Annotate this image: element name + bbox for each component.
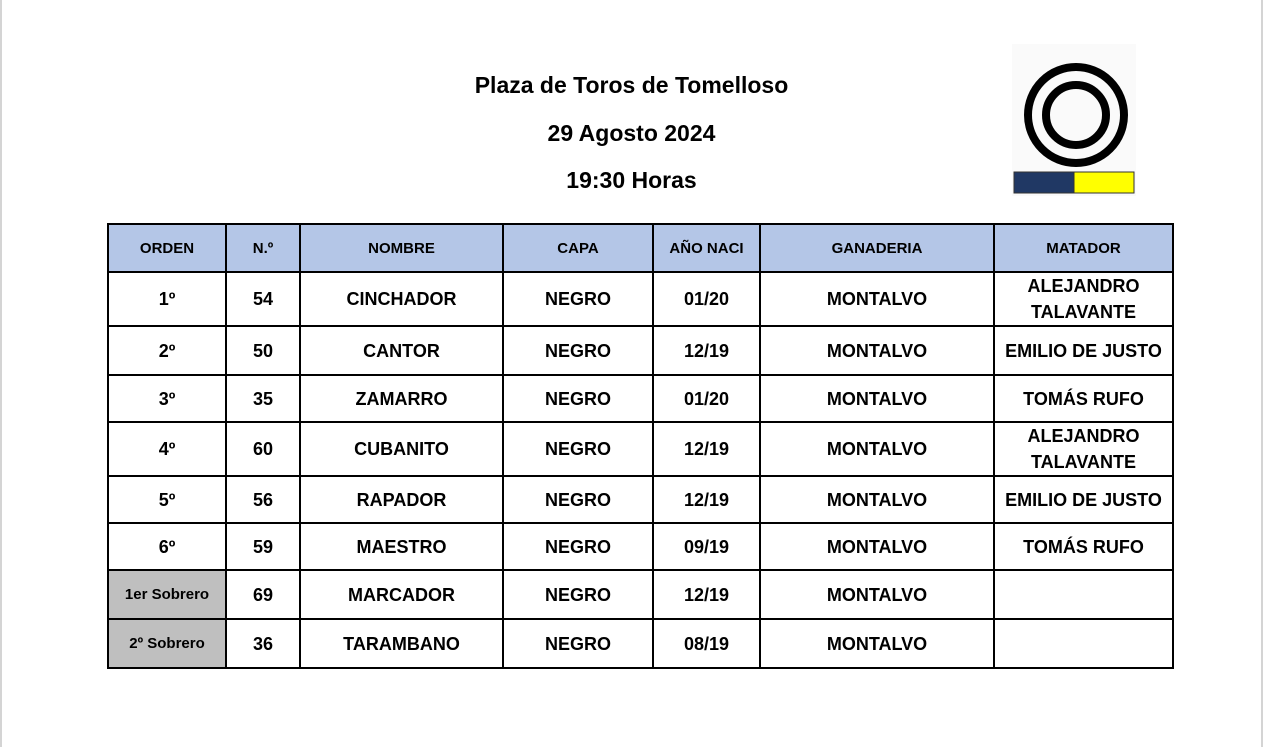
- cell-ganaderia: MONTALVO: [760, 272, 994, 326]
- col-header-ganaderia: GANADERIA: [760, 224, 994, 272]
- cell-nacimiento: 12/19: [653, 570, 760, 619]
- venue-title: Plaza de Toros de Tomelloso: [474, 72, 789, 98]
- col-header-orden: ORDEN: [108, 224, 226, 272]
- cell-nombre: ZAMARRO: [300, 375, 503, 422]
- cell-nacimiento: 09/19: [653, 523, 760, 570]
- cell-numero: 59: [226, 523, 300, 570]
- cell-numero: 36: [226, 619, 300, 668]
- cell-ganaderia: MONTALVO: [760, 570, 994, 619]
- cell-capa: NEGRO: [503, 523, 653, 570]
- table-header-row: [108, 224, 1173, 272]
- cell-ganaderia: MONTALVO: [760, 619, 994, 668]
- table-row: [108, 523, 1173, 570]
- cell-nacimiento: 12/19: [653, 476, 760, 523]
- cell-capa: NEGRO: [503, 619, 653, 668]
- cell-nacimiento: 08/19: [653, 619, 760, 668]
- cell-matador: ALEJANDRO TALAVANTE: [994, 272, 1173, 326]
- cell-ganaderia: MONTALVO: [760, 476, 994, 523]
- cell-matador: ALEJANDRO TALAVANTE: [994, 422, 1173, 476]
- cell-numero: 69: [226, 570, 300, 619]
- cell-matador: [994, 570, 1173, 619]
- cell-numero: 35: [226, 375, 300, 422]
- table-row: [108, 375, 1173, 422]
- cell-capa: NEGRO: [503, 375, 653, 422]
- cell-matador: EMILIO DE JUSTO: [994, 476, 1173, 523]
- event-date: 29 Agosto 2024: [547, 120, 716, 146]
- cell-ganaderia: MONTALVO: [760, 422, 994, 476]
- ganaderia-brand-logo: [1012, 44, 1136, 196]
- cell-orden-sobrero: 2º Sobrero: [108, 619, 226, 668]
- col-header-matador: MATADOR: [994, 224, 1173, 272]
- cell-numero: 54: [226, 272, 300, 326]
- cell-ganaderia: MONTALVO: [760, 375, 994, 422]
- cell-capa: NEGRO: [503, 570, 653, 619]
- cell-capa: NEGRO: [503, 476, 653, 523]
- cell-nacimiento: 01/20: [653, 375, 760, 422]
- cell-orden-sobrero: 1er Sobrero: [108, 570, 226, 619]
- cell-orden: 5º: [108, 476, 226, 523]
- cell-numero: 56: [226, 476, 300, 523]
- inner-ring: [1046, 85, 1106, 145]
- bull-lineup-table: [107, 223, 1174, 669]
- cell-capa: NEGRO: [503, 272, 653, 326]
- cell-nacimiento: 12/19: [653, 422, 760, 476]
- cell-nombre: CUBANITO: [300, 422, 503, 476]
- brand-color-yellow: [1074, 172, 1134, 193]
- cell-orden: 4º: [108, 422, 226, 476]
- cell-nombre: RAPADOR: [300, 476, 503, 523]
- col-header-nacimiento: AÑO NACI: [653, 224, 760, 272]
- cell-capa: NEGRO: [503, 422, 653, 476]
- table-row: [108, 272, 1173, 326]
- page-edge-left: [0, 0, 2, 747]
- cell-nombre: CINCHADOR: [300, 272, 503, 326]
- cell-matador: TOMÁS RUFO: [994, 375, 1173, 422]
- cell-orden: 2º: [108, 326, 226, 375]
- table-row: [108, 326, 1173, 375]
- cell-capa: NEGRO: [503, 326, 653, 375]
- brand-color-blue: [1014, 172, 1074, 193]
- cell-matador: EMILIO DE JUSTO: [994, 326, 1173, 375]
- cell-ganaderia: MONTALVO: [760, 326, 994, 375]
- table-row: [108, 619, 1173, 668]
- cell-matador: [994, 619, 1173, 668]
- cell-nombre: TARAMBANO: [300, 619, 503, 668]
- table-row: [108, 422, 1173, 476]
- col-header-nombre: NOMBRE: [300, 224, 503, 272]
- col-header-numero: N.º: [226, 224, 300, 272]
- col-header-capa: CAPA: [503, 224, 653, 272]
- cell-orden: 1º: [108, 272, 226, 326]
- table-row: [108, 570, 1173, 619]
- cell-nacimiento: 12/19: [653, 326, 760, 375]
- event-time: 19:30 Horas: [566, 167, 697, 193]
- cell-nacimiento: 01/20: [653, 272, 760, 326]
- cell-orden: 3º: [108, 375, 226, 422]
- concentric-rings-brand-icon: [1012, 44, 1136, 196]
- cell-nombre: MAESTRO: [300, 523, 503, 570]
- cell-numero: 50: [226, 326, 300, 375]
- cell-numero: 60: [226, 422, 300, 476]
- cell-nombre: MARCADOR: [300, 570, 503, 619]
- cell-orden: 6º: [108, 523, 226, 570]
- table-row: [108, 476, 1173, 523]
- cell-ganaderia: MONTALVO: [760, 523, 994, 570]
- cell-nombre: CANTOR: [300, 326, 503, 375]
- cell-matador: TOMÁS RUFO: [994, 523, 1173, 570]
